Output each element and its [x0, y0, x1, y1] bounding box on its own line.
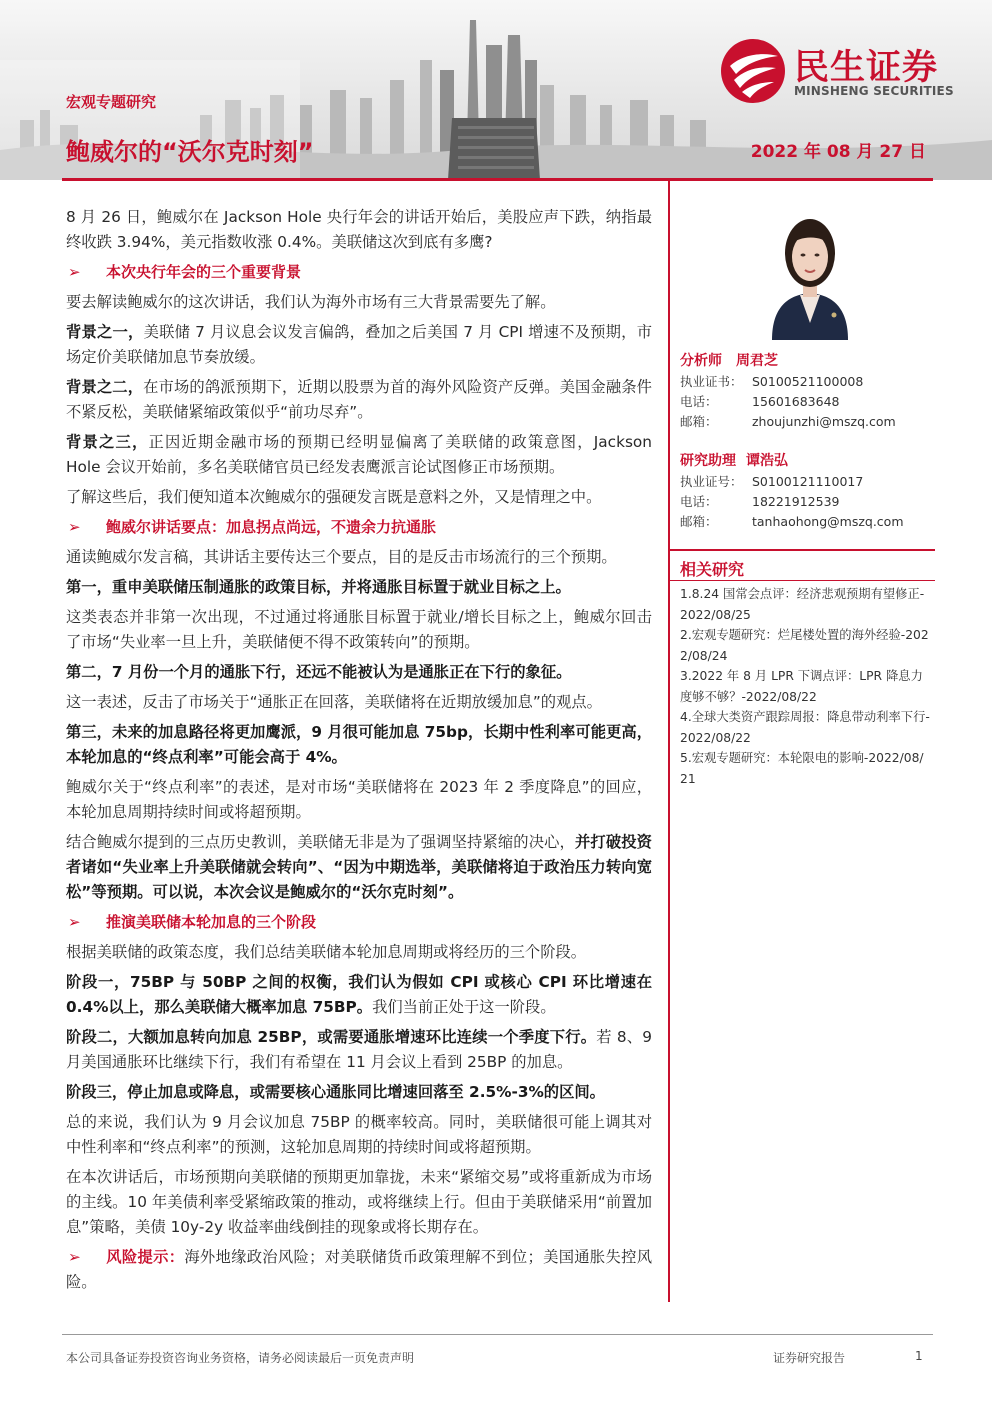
cert-value: S0100121110017 — [752, 474, 864, 489]
body-text: 若 8、9 月美国通胀环比继续下行，我们有希望在 11 月会议上看到 25BP 的加息。 — [66, 1028, 652, 1071]
analyst-cert-row — [680, 372, 936, 392]
analyst-heading — [680, 350, 936, 372]
paragraph: 了解这些后，我们便知道本次鲍威尔的强硬发言既是意料之外，又是情理之中。 — [66, 488, 602, 506]
company-logo — [718, 36, 968, 106]
body-text: 正因近期金融市场的预期已经明显偏离了美联储的政策意图，Jackson Hole 会议开始前，多名美联储官员已经发表鹰派言论试图修正市场预期。 — [66, 433, 652, 476]
paragraph — [66, 970, 652, 1020]
bold-text: 阶段二，大额加息转向加息 25BP，或需要通胀增速环比连续一个季度下行。 — [66, 1028, 597, 1046]
risk-label: 风险提示： — [106, 1248, 185, 1266]
email-label: 邮箱： — [680, 514, 718, 529]
paragraph — [66, 1080, 652, 1105]
analyst-phone-row — [680, 492, 936, 512]
related-top-rule — [670, 549, 935, 551]
bold-text: 并打破投资者诸如“失业率上升美联储就会转向”、“因为中期选举，美联储将迫于政治压力转向宽松”等预期。可以说，本次会议是鲍威尔的“沃尔克时刻”。 — [66, 833, 652, 901]
column-divider — [668, 181, 670, 1302]
report-date: 2022 年 08 月 27 日 — [750, 142, 926, 162]
phone-label: 电话： — [680, 394, 718, 409]
cert-label: 执业证号： — [680, 474, 743, 489]
logo-en-text: MINSHENG SECURITIES — [794, 84, 954, 98]
analyst-cert-row — [680, 472, 936, 492]
paragraph: 在本次讲话后，市场预期向美联储的预期更加靠拢，未来“紧缩交易”或将重新成为市场的主线。10 年美债利率受紧缩政策的推动，或将继续上行。但由于美联储采用“前置加息”策略，美债 10y-2y 收益率曲线倒挂的现象或将长期存在。 — [66, 1168, 652, 1236]
lead-text: 背景之一， — [66, 323, 144, 341]
email-label: 邮箱： — [680, 414, 718, 429]
analyst-heading — [680, 450, 936, 472]
intro-paragraph: 8 月 26 日，鲍威尔在 Jackson Hole 央行年会的讲话开始后，美股应声下跌，纳指最终收跌 3.94%，美元指数收涨 0.4%。美联储这次到底有多鹰? — [66, 208, 652, 251]
analyst-photo — [750, 195, 870, 340]
analyst-email-row — [680, 412, 936, 432]
body-text: 在市场的鸽派预期下，近期以股票为首的海外风险资产反弹。美国金融条件不紧反松，美联储紧缩政策似乎“前功尽弃”。 — [66, 378, 652, 421]
analyst-card-1 — [680, 350, 936, 432]
bullet-arrow-icon: ➢ — [68, 518, 81, 536]
body-text: 结合鲍威尔提到的三点历史教训，美联储无非是为了强调坚持紧缩的决心， — [66, 833, 575, 851]
bullet-arrow-icon: ➢ — [68, 913, 81, 931]
related-research-heading: 相关研究 — [680, 560, 745, 579]
paragraph: 要去解读鲍威尔的这次讲话，我们认为海外市场有三大背景需要先了解。 — [66, 293, 556, 311]
paragraph: 这类表态并非第一次出现，不过通过将通胀目标置于就业/增长目标之上，鲍威尔回击了市场“失业率一旦上升，美联储便不得不政策转向”的预期。 — [66, 608, 652, 651]
paragraph: 根据美联储的政策态度，我们总结美联储本轮加息周期或将经历的三个阶段。 — [66, 943, 587, 961]
paragraph — [66, 375, 652, 425]
risk-text: 海外地缘政治风险；对美联储货币政策理解不到位；美国通胀失控风险。 — [66, 1248, 652, 1291]
body-text: 我们当前正处于这一阶段。 — [372, 998, 556, 1016]
email-link[interactable]: zhoujunzhi@mszq.com — [752, 414, 896, 429]
section-title: 推演美联储本轮加息的三个阶段 — [106, 913, 317, 931]
page-number: 1 — [915, 1349, 923, 1363]
bold-text: 阶段三，停止加息或降息，或需要核心通胀同比增速回落至 2.5%-3%的区间。 — [66, 1083, 605, 1101]
bold-text: 第三，未来的加息路径将更加鹰派，9 月很可能加息 75bp，长期中性利率可能更高，本轮加息的“终点利率”可能会高于 4%。 — [66, 723, 652, 766]
paragraph — [66, 720, 652, 770]
paragraph: 总的来说，我们认为 9 月会议加息 75BP 的概率较高。同时，美联储很可能上调其对中性利率和“终点利率”的预测，这轮加息周期的持续时间或将超预期。 — [66, 1113, 652, 1156]
bold-text: 第一，重申美联储压制通胀的政策目标，并将通胀目标置于就业目标之上。 — [66, 578, 571, 596]
section-heading-2 — [66, 515, 652, 540]
paragraph — [66, 830, 652, 905]
bullet-arrow-icon: ➢ — [68, 263, 81, 281]
paragraph — [66, 430, 652, 480]
analyst-name: 谭浩弘 — [746, 453, 788, 469]
cert-value: S0100521100008 — [752, 374, 864, 389]
related-item[interactable]: 3.2022 年 8 月 LPR 下调点评：LPR 降息力度够不够？-2022/08/22 — [680, 669, 923, 704]
page-title: 鲍威尔的“沃尔克时刻” — [66, 138, 314, 166]
footer-disclaimer: 本公司具备证券投资咨询业务资格，请务必阅读最后一页免责声明 — [66, 1351, 415, 1365]
bold-text: 第二，7 月份一个月的通胀下行，还远不能被认为是通胀正在下行的象征。 — [66, 663, 572, 681]
footer-category: 证券研究报告 — [773, 1351, 846, 1365]
paragraph — [66, 660, 652, 685]
related-research-list — [680, 584, 930, 789]
bold-text: 阶段一，75BP 与 50BP 之间的权衡，我们认为假如 CPI 或核心 CPI 环比增速在 0.4%以上，那么美联储大概率加息 75BP。 — [66, 973, 652, 1016]
section-heading-3 — [66, 910, 652, 935]
risk-warning — [66, 1245, 652, 1295]
paragraph — [66, 1025, 652, 1075]
analyst-role: 分析师 — [680, 353, 722, 369]
lead-text: 背景之三， — [66, 433, 149, 451]
phone-value: 18221912539 — [752, 494, 840, 509]
header-banner — [0, 0, 992, 180]
analyst-phone-row — [680, 392, 936, 412]
paragraph: 鲍威尔关于“终点利率”的表述，是对市场“美联储将在 2023 年 2 季度降息”的回应，本轮加息周期持续时间或将超预期。 — [66, 778, 652, 821]
related-item[interactable]: 5.宏观专题研究：本轮限电的影响-2022/08/21 — [680, 751, 924, 786]
lead-text: 背景之二， — [66, 378, 144, 396]
footer-rule — [62, 1334, 933, 1335]
bullet-arrow-icon: ➢ — [68, 1248, 81, 1266]
paragraph — [66, 575, 652, 600]
section-heading-1 — [66, 260, 652, 285]
body-text: 美联储 7 月议息会议发言偏鸽，叠加之后美国 7 月 CPI 增速不及预期，市场定价美联储加息节奏放缓。 — [66, 323, 652, 366]
email-link[interactable]: tanhaohong@mszq.com — [752, 514, 904, 529]
related-item[interactable]: 1.8.24 国常会点评：经济悲观预期有望修正-2022/08/25 — [680, 587, 925, 622]
main-content — [66, 205, 652, 1300]
minsheng-logo-icon — [718, 36, 788, 106]
related-item[interactable]: 2.宏观专题研究：烂尾楼处置的海外经验-2022/08/24 — [680, 628, 929, 663]
report-type: 宏观专题研究 — [66, 93, 157, 111]
section-title: 鲍威尔讲话要点：加息拐点尚远，不遗余力抗通胀 — [106, 518, 437, 536]
related-item[interactable]: 4.全球大类资产跟踪周报：降息带动利率下行-2022/08/22 — [680, 710, 930, 745]
paragraph: 通读鲍威尔发言稿，其讲话主要传达三个要点，目的是反击市场流行的三个预期。 — [66, 548, 617, 566]
logo-cn-text: 民生证券 — [794, 48, 939, 88]
analyst-card-2 — [680, 450, 936, 532]
phone-label: 电话： — [680, 494, 718, 509]
cert-label: 执业证书： — [680, 374, 743, 389]
paragraph — [66, 320, 652, 370]
related-mid-rule — [670, 580, 935, 581]
phone-value: 15601683648 — [752, 394, 840, 409]
paragraph: 这一表述，反击了市场关于“通胀正在回落，美联储将在近期放缓加息”的观点。 — [66, 693, 602, 711]
section-title: 本次央行年会的三个重要背景 — [106, 263, 302, 281]
analyst-role: 研究助理 — [680, 453, 736, 469]
analyst-email-row — [680, 512, 936, 532]
header-rule — [62, 178, 933, 181]
analyst-name: 周君芝 — [736, 353, 778, 369]
